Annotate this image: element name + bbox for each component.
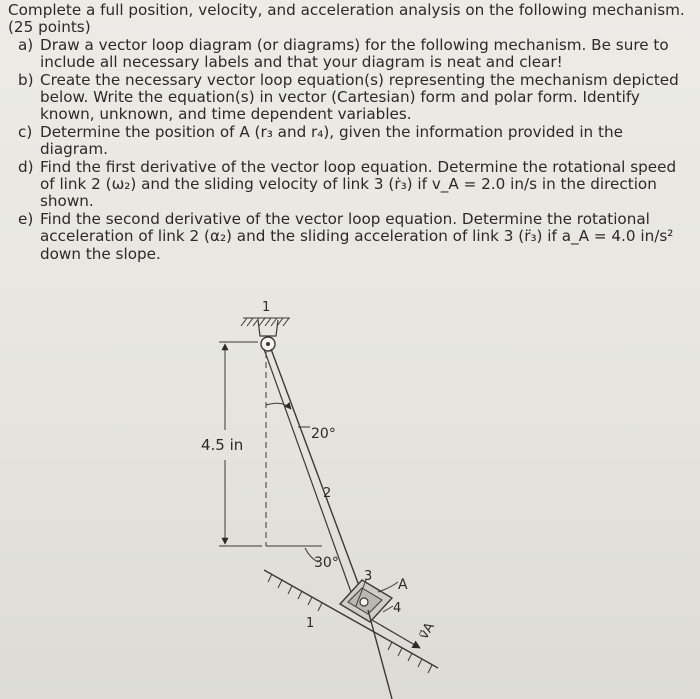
top-pivot: [258, 320, 278, 351]
link-3-label: 3: [364, 569, 373, 584]
ground-label-bottom: 1: [306, 616, 315, 631]
part-letter: d): [18, 157, 34, 176]
part-text: Create the necessary vector loop equation(s) representing the mechanism depicted below. Write the equation(s) in vector (Cartesian) form and polar form. Identify known, unknown, and time dependent variables.: [40, 70, 679, 124]
link-2-label: 2: [323, 486, 332, 501]
part-letter: a): [18, 35, 34, 54]
part-letter: b): [18, 70, 34, 89]
part-letter: c): [18, 122, 33, 141]
part-text: Determine the position of A (r₃ and r₄), given the information provided in the diagram.: [40, 122, 623, 159]
angle-label-20: 20°: [311, 426, 336, 442]
point-a-label: A: [398, 577, 408, 593]
velocity-label: v⃗A: [416, 620, 438, 642]
top-ground-hatch: [241, 318, 290, 326]
link-2-extension: [368, 610, 392, 699]
part-text: Find the second derivative of the vector loop equation. Determine the rotational acceleration of link 2 (α₂) and the sliding acceleration of link 3 (r̈₃) if a_A = 4.0 in/s² down the slope.: [40, 209, 674, 263]
angle-arc-20: [266, 403, 291, 409]
ground-label-top: 1: [262, 300, 271, 315]
height-label: 4.5 in: [201, 436, 244, 454]
angle-label-30: 30°: [314, 555, 339, 571]
point-a-leader: [378, 582, 398, 592]
problem-header: Complete a full position, velocity, and acceleration analysis on the following mechanism. (25 points): [8, 1, 685, 37]
part-text: Find the first derivative of the vector loop equation. Determine the rotational speed of link 2 (ω₂) and the sliding velocity of link 3 (ṙ₃) if v_A = 2.0 in/s in the direction shown.: [40, 157, 677, 211]
part-letter: e): [18, 209, 34, 228]
link-4-label: 4: [393, 601, 402, 616]
slope-ground: [264, 570, 438, 673]
slider-block-4: [340, 580, 392, 622]
part-text: Draw a vector loop diagram (or diagrams) for the following mechanism. Be sure to include all necessary labels and that your diagram is neat and clear!: [40, 35, 669, 72]
